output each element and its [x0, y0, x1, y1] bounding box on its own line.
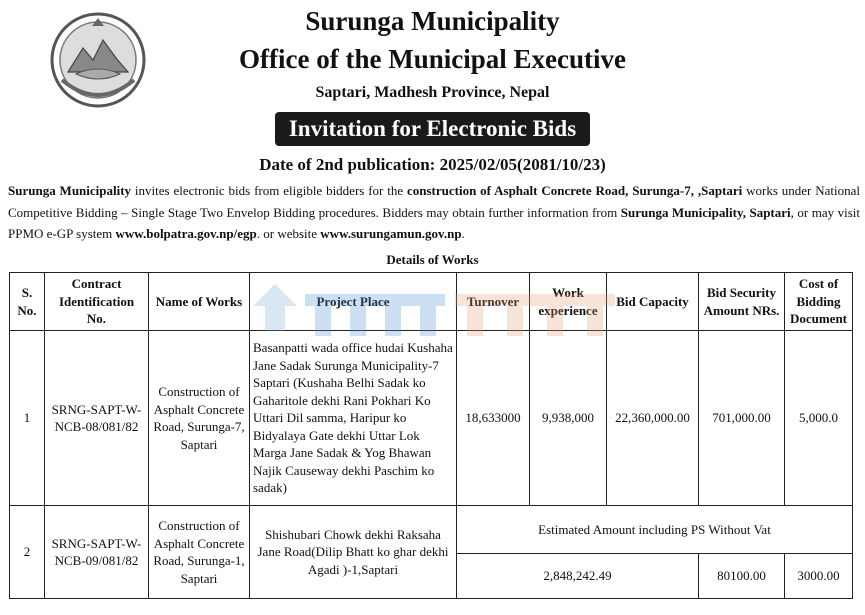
col-turnover: Turnover	[457, 273, 530, 331]
organization-name: Surunga Municipality	[305, 6, 560, 36]
table-caption: Details of Works	[386, 252, 479, 267]
col-sn: S. No.	[10, 273, 45, 331]
table-row: 2,848,242.49 80100.00 3000.00	[10, 554, 853, 599]
website-link[interactable]: www.surungamun.gov.np	[320, 226, 462, 241]
intro-paragraph: Surunga Municipality invites electronic bids from eligible bidders for the construction of Asphalt Concrete Road, Surunga-7, ,Saptari works under National Competitive Bidding – Single Stage Two Envelop Bidding procedures. Bidders may obtain further information from Surunga Municipality, Saptari, or may visit PPMO e-GP system www.bolpatra.gov.np/egp. or website www.surungamun.gov.np.	[8, 183, 861, 241]
col-experience: Work experience	[530, 273, 607, 331]
col-name: Name of Works	[149, 273, 250, 331]
table-header-row	[10, 273, 853, 331]
col-capacity: Bid Capacity	[607, 273, 699, 331]
col-cost: Cost of Bidding Document	[785, 273, 853, 331]
col-security: Bid Security Amount NRs.	[699, 273, 785, 331]
estimate-label: Estimated Amount including PS Without Vat	[457, 506, 853, 554]
egp-link[interactable]: www.bolpatra.gov.np/egp	[115, 226, 257, 241]
works-table	[9, 272, 853, 599]
office-name: Office of the Municipal Executive	[239, 44, 626, 74]
table-row: 1 SRNG-SAPT-W-NCB-08/081/82 Construction of Asphalt Concrete Road, Surunga-7, Saptari Basanpatti wada office hudai Kushaha Jane Sadak Surunga Municipality-7 Saptari (Kushaha Belhi Sadak ko Gaharitole dekhi Rani Pokhari Ko Uttari Dil samma, Haripur ko Bidyalaya Gate dekhi Uttar Lok Marga Jane Sadak & Yog Bhawan Najik Causeway dekhi Paschim ko sadak) 18,633000 9,938,000 22,360,000.00 701,000.00 5,000.0	[10, 331, 853, 506]
table-row: 2 SRNG-SAPT-W-NCB-09/081/82 Construction of Asphalt Concrete Road, Surunga-1, Saptari Shishubari Chowk dekhi Raksaha Jane Road(Dilip Bhatt ko ghar dekhi Agadi )-1,Saptari Estimated Amount including PS Without Vat	[10, 506, 853, 554]
col-contract: Contract Identification No.	[45, 273, 149, 331]
notice-banner	[0, 112, 865, 146]
estimate-value: 2,848,242.49	[457, 554, 699, 599]
publication-date: Date of 2nd publication: 2025/02/05(2081/10/23)	[259, 155, 606, 174]
notice-title: Invitation for Electronic Bids	[275, 112, 590, 146]
col-place: Project Place	[250, 273, 457, 331]
office-address: Saptari, Madhesh Province, Nepal	[315, 84, 550, 101]
